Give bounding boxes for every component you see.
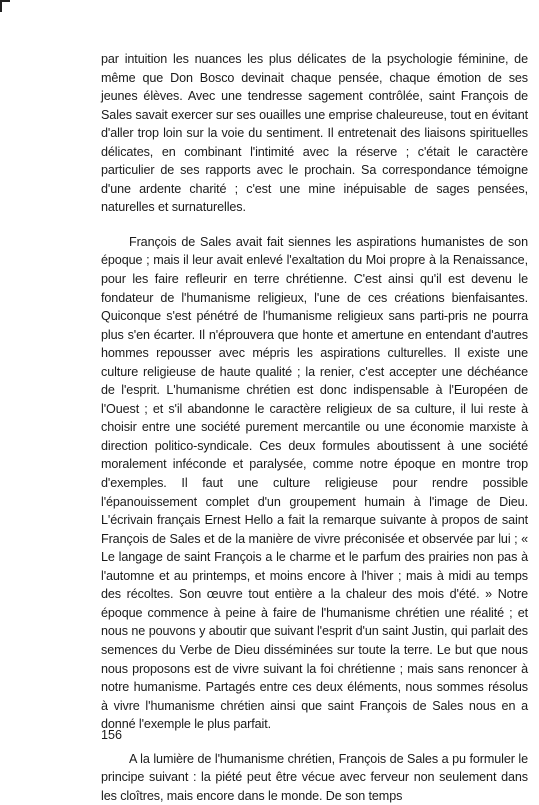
- paragraph-2: François de Sales avait fait siennes les aspirations humanistes de son époque ; mais il leur avait enlevé l'exaltation du Moi propre à la Renaissance, pour les faire refleurir en terre chrétienne. C'est ainsi qu'il est devenu le fondateur de l'humanisme religieux, l'une de ces créations bienfaisantes. Quiconque s'est pénétré de l'humanisme religieux sans parti-pris ne pourra plus s'en écarter. Il n'éprouvera que honte et amertune en entendant d'autres hommes repousser avec mépris les aspirations culturelles. Il existe une culture religieuse de haute qualité ; la renier, c'est accepter une déchéance de l'esprit. L'humanisme chrétien est donc indispensable à l'Européen de l'Ouest ; et s'il abandonne le caractère religieux de sa culture, il lui reste à choisir entre une société purement mercantile ou une économie marxiste à direction politico-syndicale. Ces deux formules aboutissent à une société moralement inféconde et paralysée, comme notre époque en montre trop d'exemples. Il faut une culture religieuse pour rendre possible l'épanouissement complet d'un groupement humain à l'image de Dieu. L'écrivain français Ernest Hello a fait la remarque suivante à propos de saint François de Sales et de la manière de vivre préconisée et observée par lui ; « Le langage de saint François a le charme et le parfum des prairies non pas à l'automne et au printemps, et moins encore à l'hiver ; mais à midi au temps des récoltes. Son œuvre tout entière a la chaleur des mois d'été. » Notre époque commence à peine à faire de l'humanisme chrétien une réalité ; et nous ne pouvons y aboutir que suivant l'esprit d'un saint Justin, qui parlait des semences du Verbe de Dieu disséminées sur toute la terre. Le but que nous nous proposons est de vivre suivant la foi chrétienne ; mais sans renoncer à notre humanisme. Partagés entre ces deux éléments, nous sommes résolus à vivre l'humanisme chrétien ainsi que saint François de Sales nous en a donné l'exemple le plus parfait.: [101, 234, 528, 732]
- page-body: [101, 50, 528, 805]
- paragraph-3: A la lumière de l'humanisme chrétien, François de Sales a pu formuler le principe suivant : la piété peut être vécue avec ferveur non seulement dans les cloîtres, mais encore dans le monde. De son temps: [101, 751, 528, 803]
- scan-corner-mark: [0, 0, 10, 12]
- page-number: 156: [101, 728, 123, 742]
- paragraph-1: par intuition les nuances les plus délicates de la psychologie féminine, de même que Don Bosco devinait chaque pensée, chaque émotion de ses jeunes élèves. Avec une tendresse sagement contrôlée, saint François de Sales savait exercer sur ses ouailles une emprise chaleureuse, tout en évitant d'aller trop loin sur la voie du sentiment. Il entretenait des liaisons spirituelles délicates, en combinant l'intimité avec la réserve ; c'était le caractère particulier de ses rapports avec le prochain. Sa correspondance témoigne d'une ardente charité ; c'est une mine inépuisable de sages pensées, naturelles et surnaturelles.: [101, 52, 528, 215]
